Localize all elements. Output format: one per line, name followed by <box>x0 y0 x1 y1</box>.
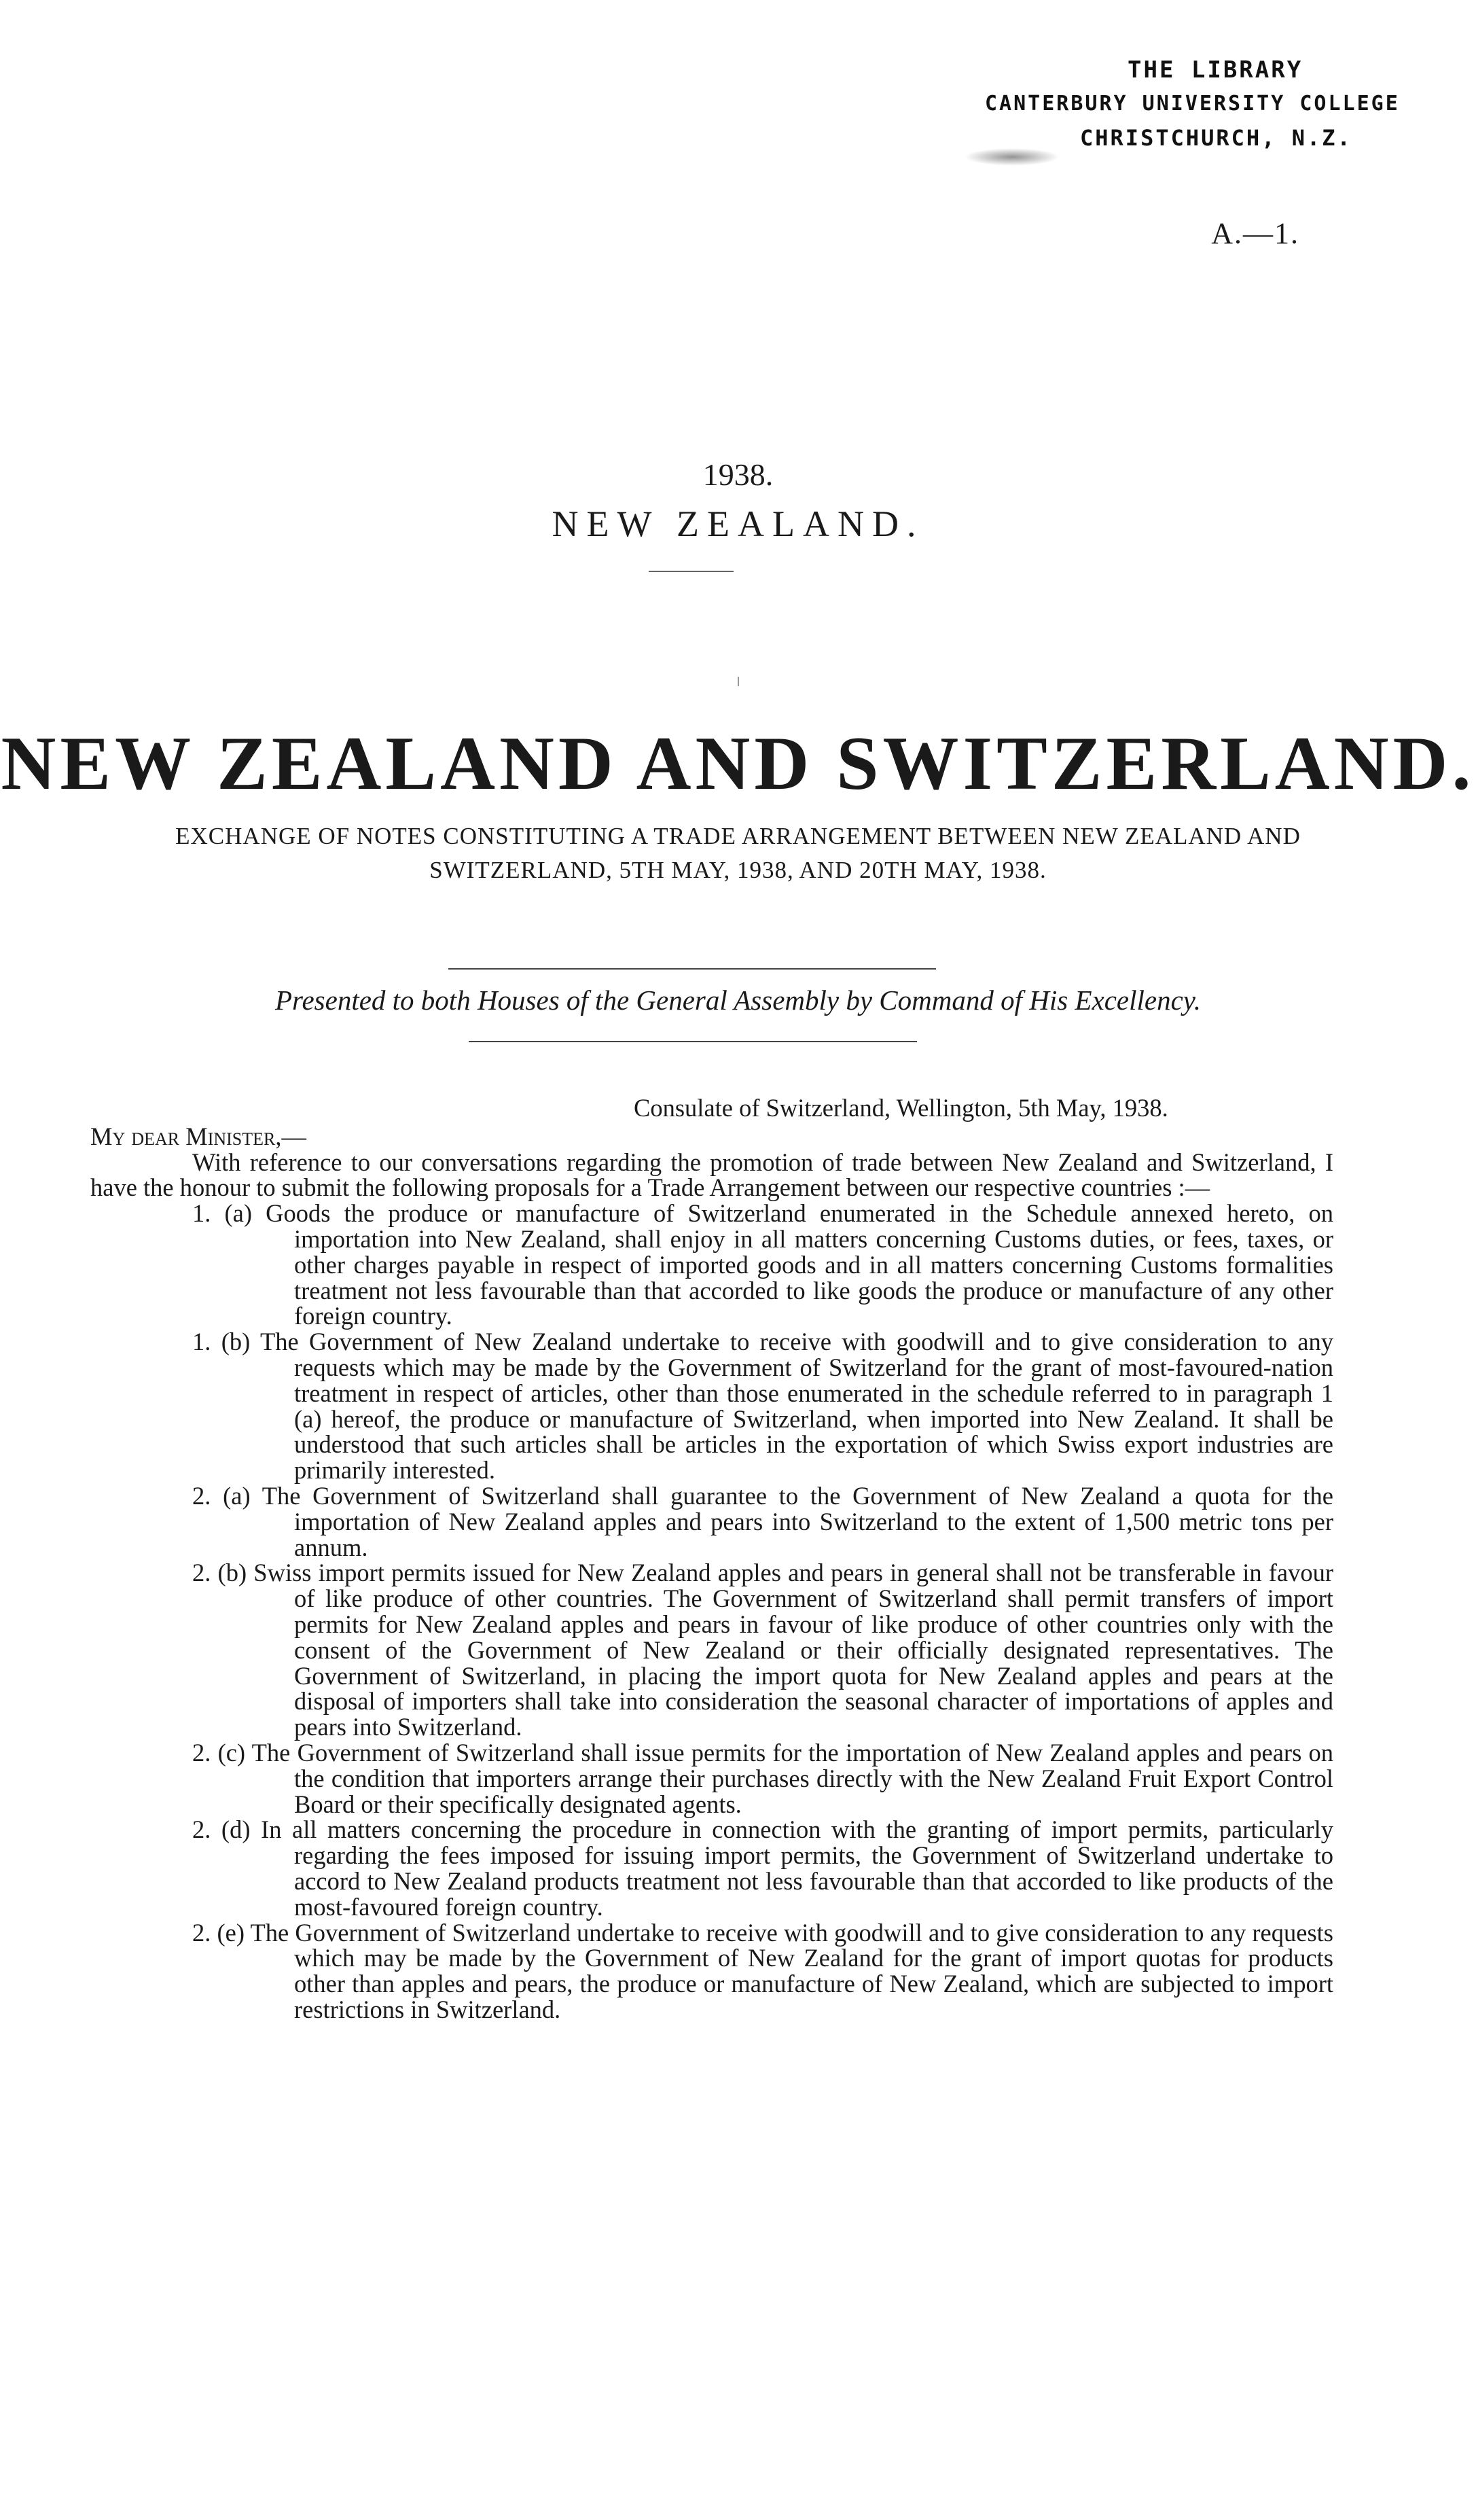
clause-text: In all matters concerning the procedure in connection with the granting of import permits, particularly regarding the fees imposed for issuing import permits, the Government of Switzerland undertake to accord to New Zealand products treatment not less favourable than that accorded to like products of the most-favoured foreign country. <box>261 1815 1334 1921</box>
stamp-line-2: CANTERBURY UNIVERSITY COLLEGE <box>985 92 1400 116</box>
clause-label: 2. (a) <box>192 1481 251 1510</box>
document-subtitle: EXCHANGE OF NOTES CONSTITUTING A TRADE ARRANGEMENT BETWEEN NEW ZEALAND AND SWITZERLAND, 5TH MAY, 1938, AND 20TH MAY, 1938. <box>175 823 1301 883</box>
presented-line: Presented to both Houses of the General Assembly by Command of His Excellency. <box>275 984 1201 1016</box>
clause-label: 2. (d) <box>192 1815 251 1844</box>
center-mark <box>738 677 739 686</box>
letter-body <box>90 1095 1333 2023</box>
letter-salutation: My dear Minister,— <box>90 1122 306 1150</box>
document-year: 1938. <box>702 457 774 492</box>
clause-1a <box>192 1199 1334 1330</box>
clause-2c <box>192 1738 1333 1818</box>
clause-label: 2. (c) <box>192 1738 246 1767</box>
document-title: NEW ZEALAND AND SWITZERLAND. <box>1 722 1475 806</box>
stamp-line-1: THE LIBRARY <box>1128 56 1303 84</box>
clause-1b <box>192 1328 1334 1485</box>
divider-bottom <box>469 1041 917 1042</box>
clause-label: 1. (b) <box>192 1328 251 1356</box>
clause-text: The Government of Switzerland undertake to receive with goodwill and to give consideration to any requests which may be made by the Government of New Zealand for the grant of import quotas for products other than apples and pears, the produce or manufacture of New Zealand, which are subjected to import restrictions in Switzerland. <box>250 1918 1334 2023</box>
clause-2e <box>192 1918 1334 2023</box>
clause-text: Goods the produce or manufacture of Switzerland enumerated in the Schedule annexed hereto, on importation into New Zealand, shall enjoy in all matters concerning Customs duties, or fees, taxes, or other charges payable in respect of imported goods and in all matters concerning Customs formalities treatment not less favourable than that accorded to like goods the produce or manufacture of any other foreign country. <box>266 1199 1334 1330</box>
clause-label: 2. (e) <box>192 1918 245 1947</box>
clause-text: The Government of Switzerland shall guarantee to the Government of New Zealand a quota for the importation of New Zealand apples and pears into Switzerland to the extent of 1,500 metric tons per annum. <box>262 1481 1334 1561</box>
short-divider <box>649 571 734 572</box>
clause-label: 2. (b) <box>192 1559 247 1587</box>
library-stamp <box>965 53 1400 155</box>
clause-text: The Government of Switzerland shall issue permits for the importation of New Zealand apples and pears on the condition that importers arrange their purchases directly with the New Zealand Fruit Export Control Board or their specifically designated agents. <box>251 1738 1333 1818</box>
clause-2b <box>192 1559 1334 1741</box>
stamp-line-3: CHRISTCHURCH, N.Z. <box>1080 125 1352 151</box>
stamp-smudge <box>965 148 1060 166</box>
letter-intro: With reference to our conversations regarding the promotion of trade between New Zealand and Switzerland, I have the honour to submit the following proposals for a Trade Arrangement between our respective countries :— <box>90 1148 1333 1202</box>
divider-top <box>448 968 936 970</box>
document-reference: A.—1. <box>1211 217 1299 250</box>
country-heading: NEW ZEALAND. <box>552 503 924 544</box>
letter-dateline: Consulate of Switzerland, Wellington, 5th May, 1938. <box>634 1094 1168 1122</box>
clause-text: The Government of New Zealand undertake to receive with goodwill and to give consideration to any requests which may be made by the Government of Switzerland for the grant of most-favoured-nation treatment in respect of articles, other than those enumerated in the schedule referred to in paragraph 1 (a) hereof, the produce or manufacture of Switzerland, when imported into New Zealand. It shall be understood that such articles shall be articles in the exportation of which Swiss export industries are primarily interested. <box>259 1328 1334 1485</box>
clause-text: Swiss import permits issued for New Zealand apples and pears in general shall not be transferable in favour of like produce of other countries. The Government of Switzerland shall permit transfers of import permits for New Zealand apples and pears in favour of like produce of other countries only with the consent of the Government of New Zealand or their officially designated representatives. The Government of Switzerland, in placing the import quota for New Zealand apples and pears at the disposal of importers shall take into consideration the seasonal character of importations of apples and pears into Switzerland. <box>253 1559 1334 1741</box>
clause-label: 1. (a) <box>192 1199 252 1228</box>
clause-2a <box>192 1481 1334 1561</box>
clause-2d <box>192 1815 1334 1921</box>
